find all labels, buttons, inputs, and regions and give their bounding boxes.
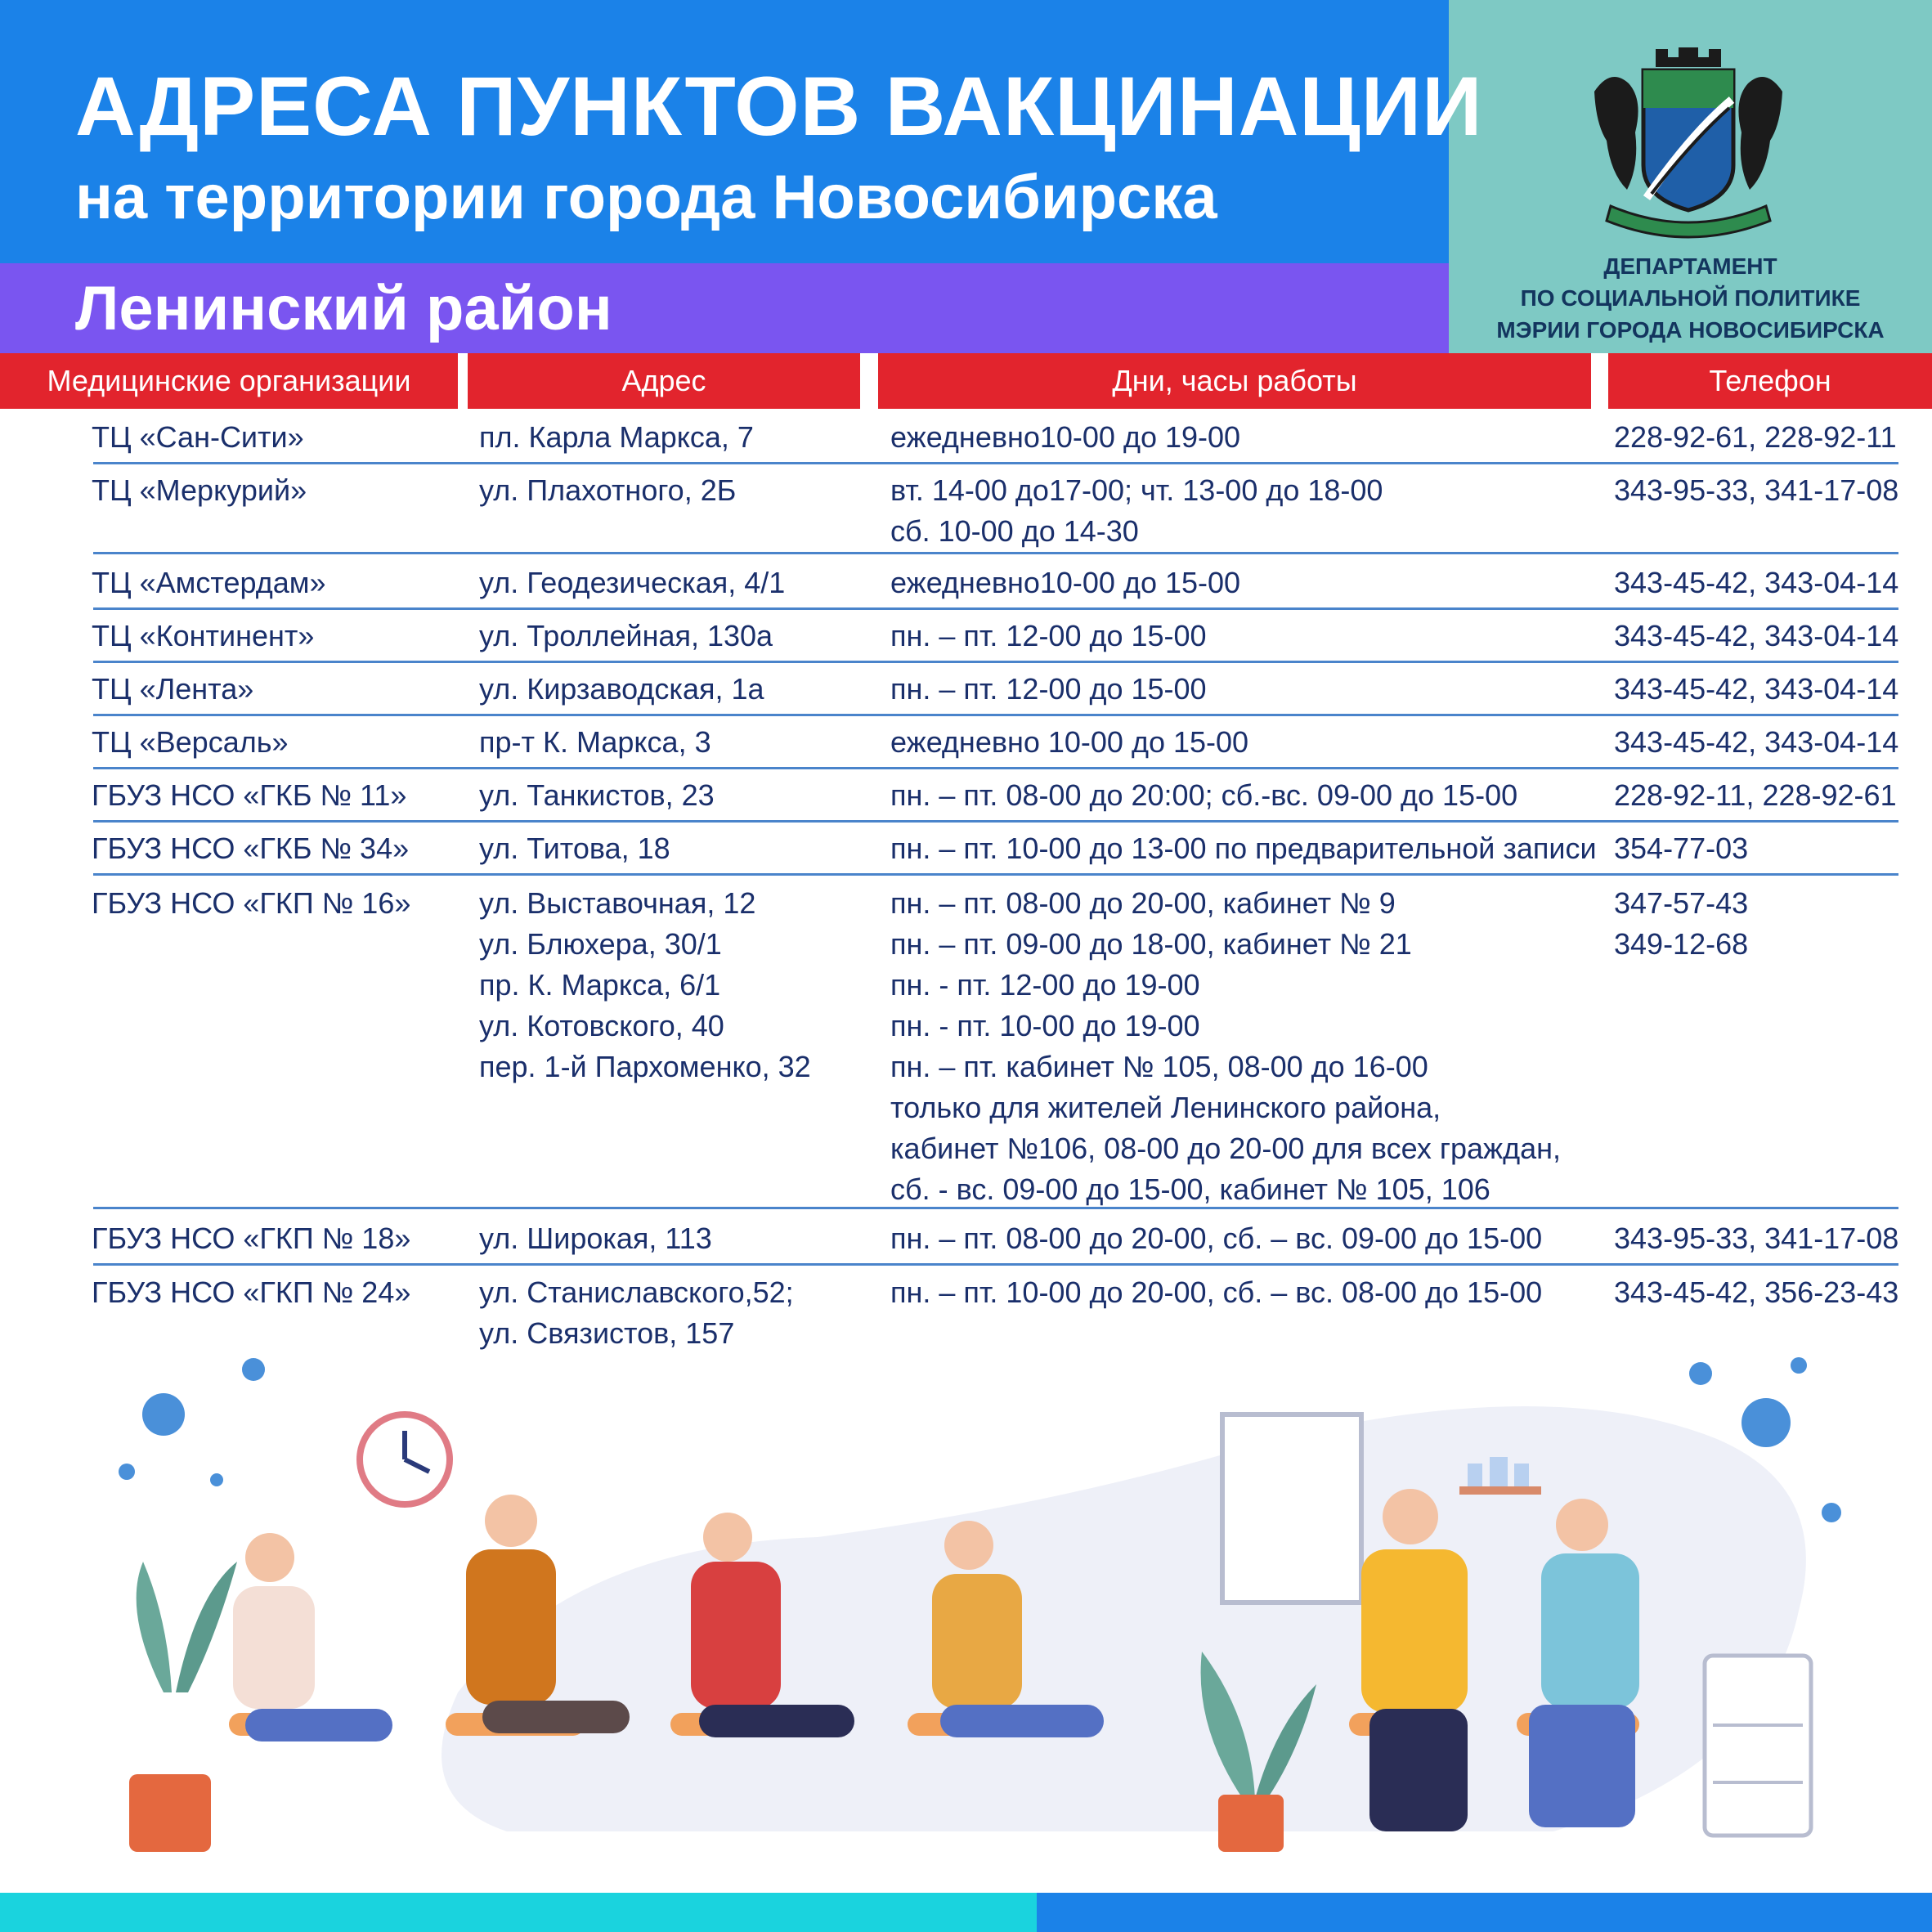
- working-hours: пн. – пт. 10-00 до 20-00, сб. – вс. 08-00 до 15-00: [890, 1275, 1543, 1309]
- row-divider: [93, 767, 1898, 769]
- address: ул. Геодезическая, 4/1: [479, 566, 786, 599]
- shelf: [1459, 1486, 1541, 1495]
- district-title: Ленинский район: [75, 274, 612, 343]
- org-name: ГБУЗ НСО «ГКП № 16»: [92, 886, 411, 920]
- department-name: [1472, 250, 1909, 346]
- phone: 343-95-33, 341-17-08: [1614, 473, 1899, 507]
- plant-icon: [129, 1562, 237, 1852]
- medical-cabinet: [1705, 1656, 1811, 1836]
- page-title: АДРЕСА ПУНКТОВ ВАКЦИНАЦИИ: [75, 60, 1483, 153]
- department-line-2: ПО СОЦИАЛЬНОЙ ПОЛИТИКЕ: [1520, 285, 1861, 311]
- person: [233, 1533, 392, 1741]
- phone: 343-45-42, 343-04-14: [1614, 725, 1899, 759]
- phone: 343-95-33, 341-17-08: [1614, 1222, 1899, 1255]
- address: ул. Станиславского,52; ул. Связистов, 157: [479, 1275, 794, 1350]
- row-divider: [93, 1207, 1898, 1209]
- working-hours: пн. – пт. 10-00 до 13-00 по предварительной записи: [890, 832, 1597, 865]
- working-hours: ежедневно10-00 до 15-00: [890, 566, 1241, 599]
- working-hours: ежедневно10-00 до 19-00: [890, 420, 1241, 454]
- address: ул. Широкая, 113: [479, 1222, 712, 1255]
- phone: 343-45-42, 343-04-14: [1614, 672, 1899, 706]
- footer-bar: [1037, 1893, 1932, 1932]
- working-hours: пн. – пт. 12-00 до 15-00: [890, 672, 1207, 706]
- footer-bar: [0, 1893, 1037, 1932]
- row-divider: [93, 607, 1898, 610]
- address: пр-т К. Маркса, 3: [479, 725, 711, 759]
- org-name: ТЦ «Амстердам»: [92, 566, 326, 599]
- column-header-organizations: Медицинские организации: [0, 353, 458, 409]
- org-name: ТЦ «Лента»: [92, 672, 254, 706]
- org-name: ТЦ «Меркурий»: [92, 473, 307, 507]
- org-name: ТЦ «Версаль»: [92, 725, 289, 759]
- address: пл. Карла Маркса, 7: [479, 420, 754, 454]
- org-name: ГБУЗ НСО «ГКП № 18»: [92, 1222, 411, 1255]
- org-name: ТЦ «Сан-Сити»: [92, 420, 304, 454]
- working-hours: пн. – пт. 08-00 до 20-00, сб. – вс. 09-00 до 15-00: [890, 1222, 1543, 1255]
- address: ул. Выставочная, 12 ул. Блюхера, 30/1 пр. К. Маркса, 6/1 ул. Котовского, 40 пер. 1-й Пархоменко, 32: [479, 886, 811, 1083]
- phone: 354-77-03: [1614, 832, 1749, 865]
- phone: 343-45-42, 356-23-43: [1614, 1275, 1899, 1309]
- address: ул. Троллейная, 130а: [479, 619, 773, 652]
- working-hours: ежедневно 10-00 до 15-00: [890, 725, 1249, 759]
- row-divider: [93, 661, 1898, 663]
- org-name: ГБУЗ НСО «ГКБ № 34»: [92, 832, 410, 865]
- row-divider: [93, 873, 1898, 876]
- org-name: ГБУЗ НСО «ГКБ № 11»: [92, 778, 407, 812]
- vaccination-illustration: [0, 1341, 1932, 1905]
- phone: 228-92-61, 228-92-11: [1614, 420, 1897, 454]
- column-header-phone: Телефон: [1608, 353, 1932, 409]
- address: ул. Танкистов, 23: [479, 778, 715, 812]
- column-header-hours: Дни, часы работы: [878, 353, 1591, 409]
- row-divider: [93, 714, 1898, 716]
- row-divider: [93, 552, 1898, 554]
- phone: 347-57-43 349-12-68: [1614, 886, 1749, 961]
- org-name: ГБУЗ НСО «ГКП № 24»: [92, 1275, 411, 1309]
- department-line-1: ДЕПАРТАМЕНТ: [1603, 253, 1777, 279]
- row-divider: [93, 462, 1898, 464]
- phone: 343-45-42, 343-04-14: [1614, 619, 1899, 652]
- row-divider: [93, 1263, 1898, 1266]
- department-line-3: МЭРИИ ГОРОДА НОВОСИБИРСКА: [1496, 317, 1885, 343]
- working-hours: пн. – пт. 08-00 до 20:00; сб.-вс. 09-00 до 15-00: [890, 778, 1518, 812]
- org-name: ТЦ «Континент»: [92, 619, 315, 652]
- address: ул. Плахотного, 2Б: [479, 473, 737, 507]
- working-hours: пн. – пт. 08-00 до 20-00, кабинет № 9 пн. – пт. 09-00 до 18-00, кабинет № 21 пн. - пт. 12-00 до 19-00 пн. - пт. 10-00 до 19-00 пн. – пт. кабинет № 105, 08-00 до 16-00 только для жителей Ленинского района, кабинет №106, 08-00 до 20-00 для всех граждан, сб. - вс. 09-00 до 15-00, кабинет № 105, 106: [890, 886, 1561, 1206]
- address: ул. Титова, 18: [479, 832, 670, 865]
- working-hours: пн. – пт. 12-00 до 15-00: [890, 619, 1207, 652]
- working-hours: вт. 14-00 до17-00; чт. 13-00 до 18-00 сб. 10-00 до 14-30: [890, 473, 1383, 548]
- city-crest-icon: [1578, 43, 1799, 245]
- phone: 228-92-11, 228-92-61: [1614, 778, 1897, 812]
- page-subtitle: на территории города Новосибирска: [75, 163, 1217, 232]
- phone: 343-45-42, 343-04-14: [1614, 566, 1899, 599]
- window-frame: [1222, 1414, 1361, 1603]
- row-divider: [93, 820, 1898, 823]
- wall-clock-icon: [360, 1414, 450, 1504]
- address: ул. Кирзаводская, 1а: [479, 672, 764, 706]
- column-header-address: Адрес: [468, 353, 860, 409]
